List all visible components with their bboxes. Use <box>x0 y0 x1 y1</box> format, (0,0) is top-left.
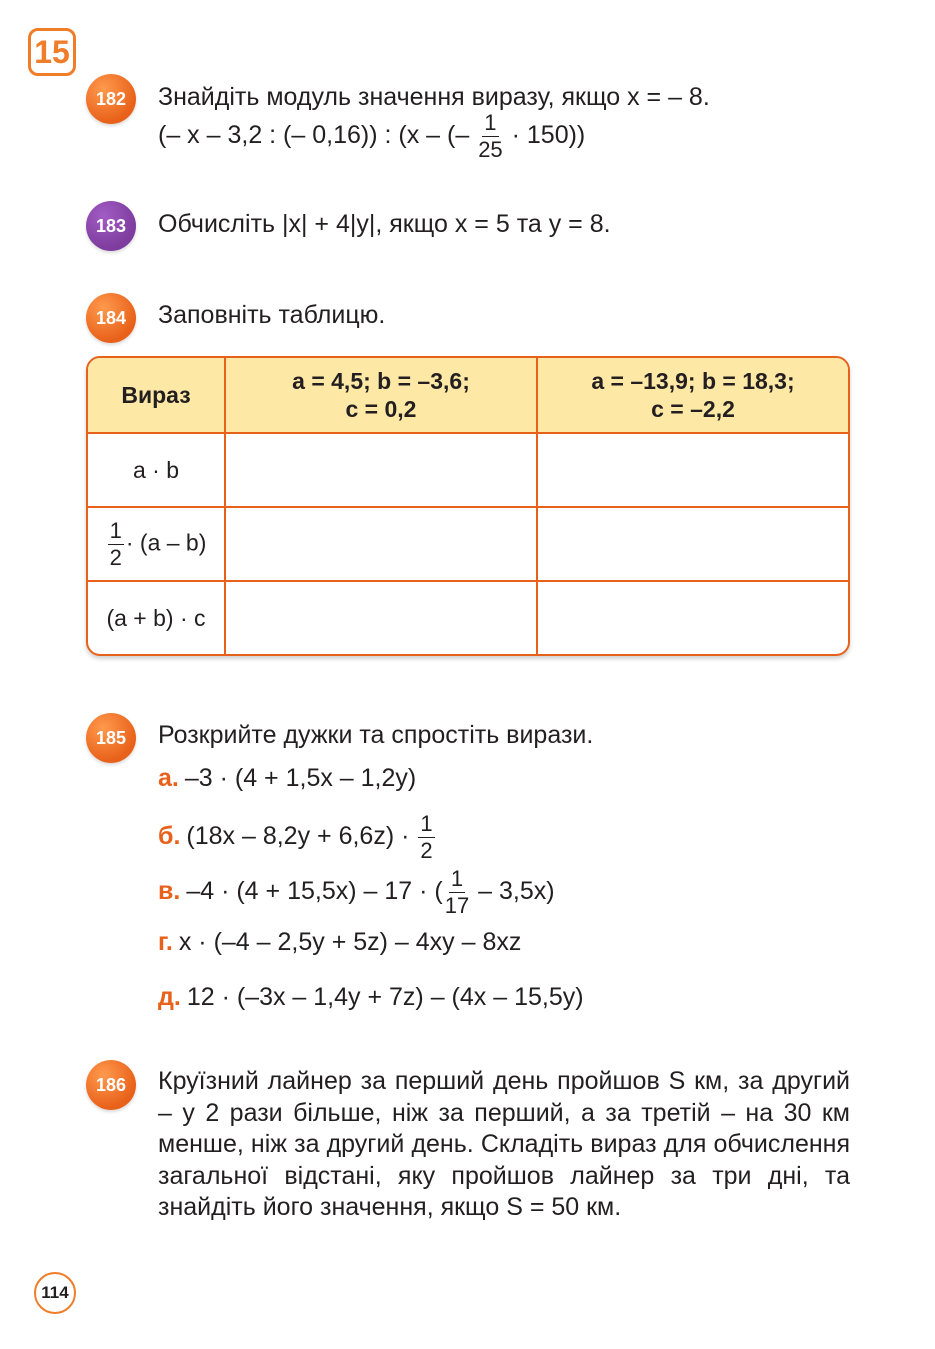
problem-185-text: Розкрийте дужки та спростіть вирази. <box>158 721 594 749</box>
item-label: в. <box>158 877 181 906</box>
fraction-denominator: 2 <box>420 838 433 863</box>
problem-182-number: 182 <box>86 74 136 124</box>
fraction <box>108 517 124 570</box>
row-expression <box>88 507 225 581</box>
answer-cell[interactable] <box>225 581 537 654</box>
item-label: д. <box>158 983 181 1011</box>
problem-184-text: Заповніть таблицю. <box>158 301 386 329</box>
item-label: б. <box>158 822 181 851</box>
expr-part: · (a – b) <box>125 529 207 556</box>
problem-185-item-v <box>158 868 555 917</box>
item-label: а. <box>158 764 179 792</box>
item-expression: x · (–4 – 2,5y + 5z) – 4xy – 8xz <box>178 928 522 956</box>
item-expression: –4 · (4 + 15,5x) – 17 · ( <box>186 877 443 906</box>
row-expression: (a + b) · c <box>88 581 225 654</box>
problem-183-text: Обчисліть |x| + 4|y|, якщо x = 5 та y = 8. <box>158 210 611 238</box>
header-line: a = 4,5; b = –3,6; <box>292 368 470 394</box>
table-header-row <box>88 358 848 433</box>
header-line: c = 0,2 <box>345 396 417 422</box>
fraction-denominator: 25 <box>478 137 503 162</box>
expr-part: · 150)) <box>511 121 586 150</box>
answer-cell[interactable] <box>537 507 848 581</box>
fraction-numerator: 1 <box>450 866 464 891</box>
item-expression: –3 · (4 + 1,5x – 1,2y) <box>184 764 417 792</box>
row-expression: a · b <box>88 433 225 507</box>
fraction-denominator: 2 <box>109 544 122 570</box>
problem-185-item-b <box>158 813 437 862</box>
table-row <box>88 433 848 507</box>
header-values-1 <box>225 358 537 433</box>
item-expression: 12 · (–3x – 1,4y + 7z) – (4x – 15,5y) <box>186 983 584 1011</box>
problem-185-item-g <box>158 927 521 958</box>
header-values-2 <box>537 358 848 433</box>
fraction-numerator: 1 <box>420 811 433 836</box>
answer-cell[interactable] <box>537 433 848 507</box>
values-table <box>86 356 850 656</box>
problem-183-number: 183 <box>86 201 136 251</box>
answer-cell[interactable] <box>537 581 848 654</box>
problem-182-expression <box>158 112 585 161</box>
problem-185-item-d <box>158 982 584 1013</box>
problem-186-number: 186 <box>86 1060 136 1110</box>
answer-cell[interactable] <box>225 433 537 507</box>
item-expression-end: – 3,5x) <box>478 877 555 906</box>
header-line: a = –13,9; b = 18,3; <box>591 368 795 394</box>
section-number-badge: 15 <box>28 28 76 76</box>
header-line: c = –2,2 <box>651 396 735 422</box>
fraction <box>445 868 469 917</box>
fraction <box>478 112 502 161</box>
problem-185-item-a <box>158 763 416 794</box>
table-row <box>88 581 848 654</box>
table-row <box>88 507 848 581</box>
problem-182-text: Знайдіть модуль значення виразу, якщо x = – 8. <box>158 83 710 111</box>
item-expression: (18x – 8,2y + 6,6z) · <box>186 822 410 851</box>
problem-185-number: 185 <box>86 713 136 763</box>
fraction-numerator: 1 <box>109 517 122 543</box>
fraction-denominator: 17 <box>444 893 470 918</box>
fraction <box>418 813 434 862</box>
fraction-numerator: 1 <box>484 110 497 135</box>
header-expression: Вираз <box>88 358 225 433</box>
item-label: г. <box>158 928 173 956</box>
answer-cell[interactable] <box>225 507 537 581</box>
problem-184-number: 184 <box>86 293 136 343</box>
problem-186-text: Круїзний лайнер за перший день пройшов S км, за другий – у 2 рази більше, ніж за перший, а за третій – на 30 км менше, ніж за другий день. Складіть вираз для обчислення загальної відстані, яку пройшов лайнер за три дні, та знайдіть його значення, якщо S = 50 км. <box>158 1067 850 1221</box>
page-number: 114 <box>34 1272 76 1314</box>
expr-part: (– x – 3,2 : (– 0,16)) : (x – (– <box>158 121 470 150</box>
